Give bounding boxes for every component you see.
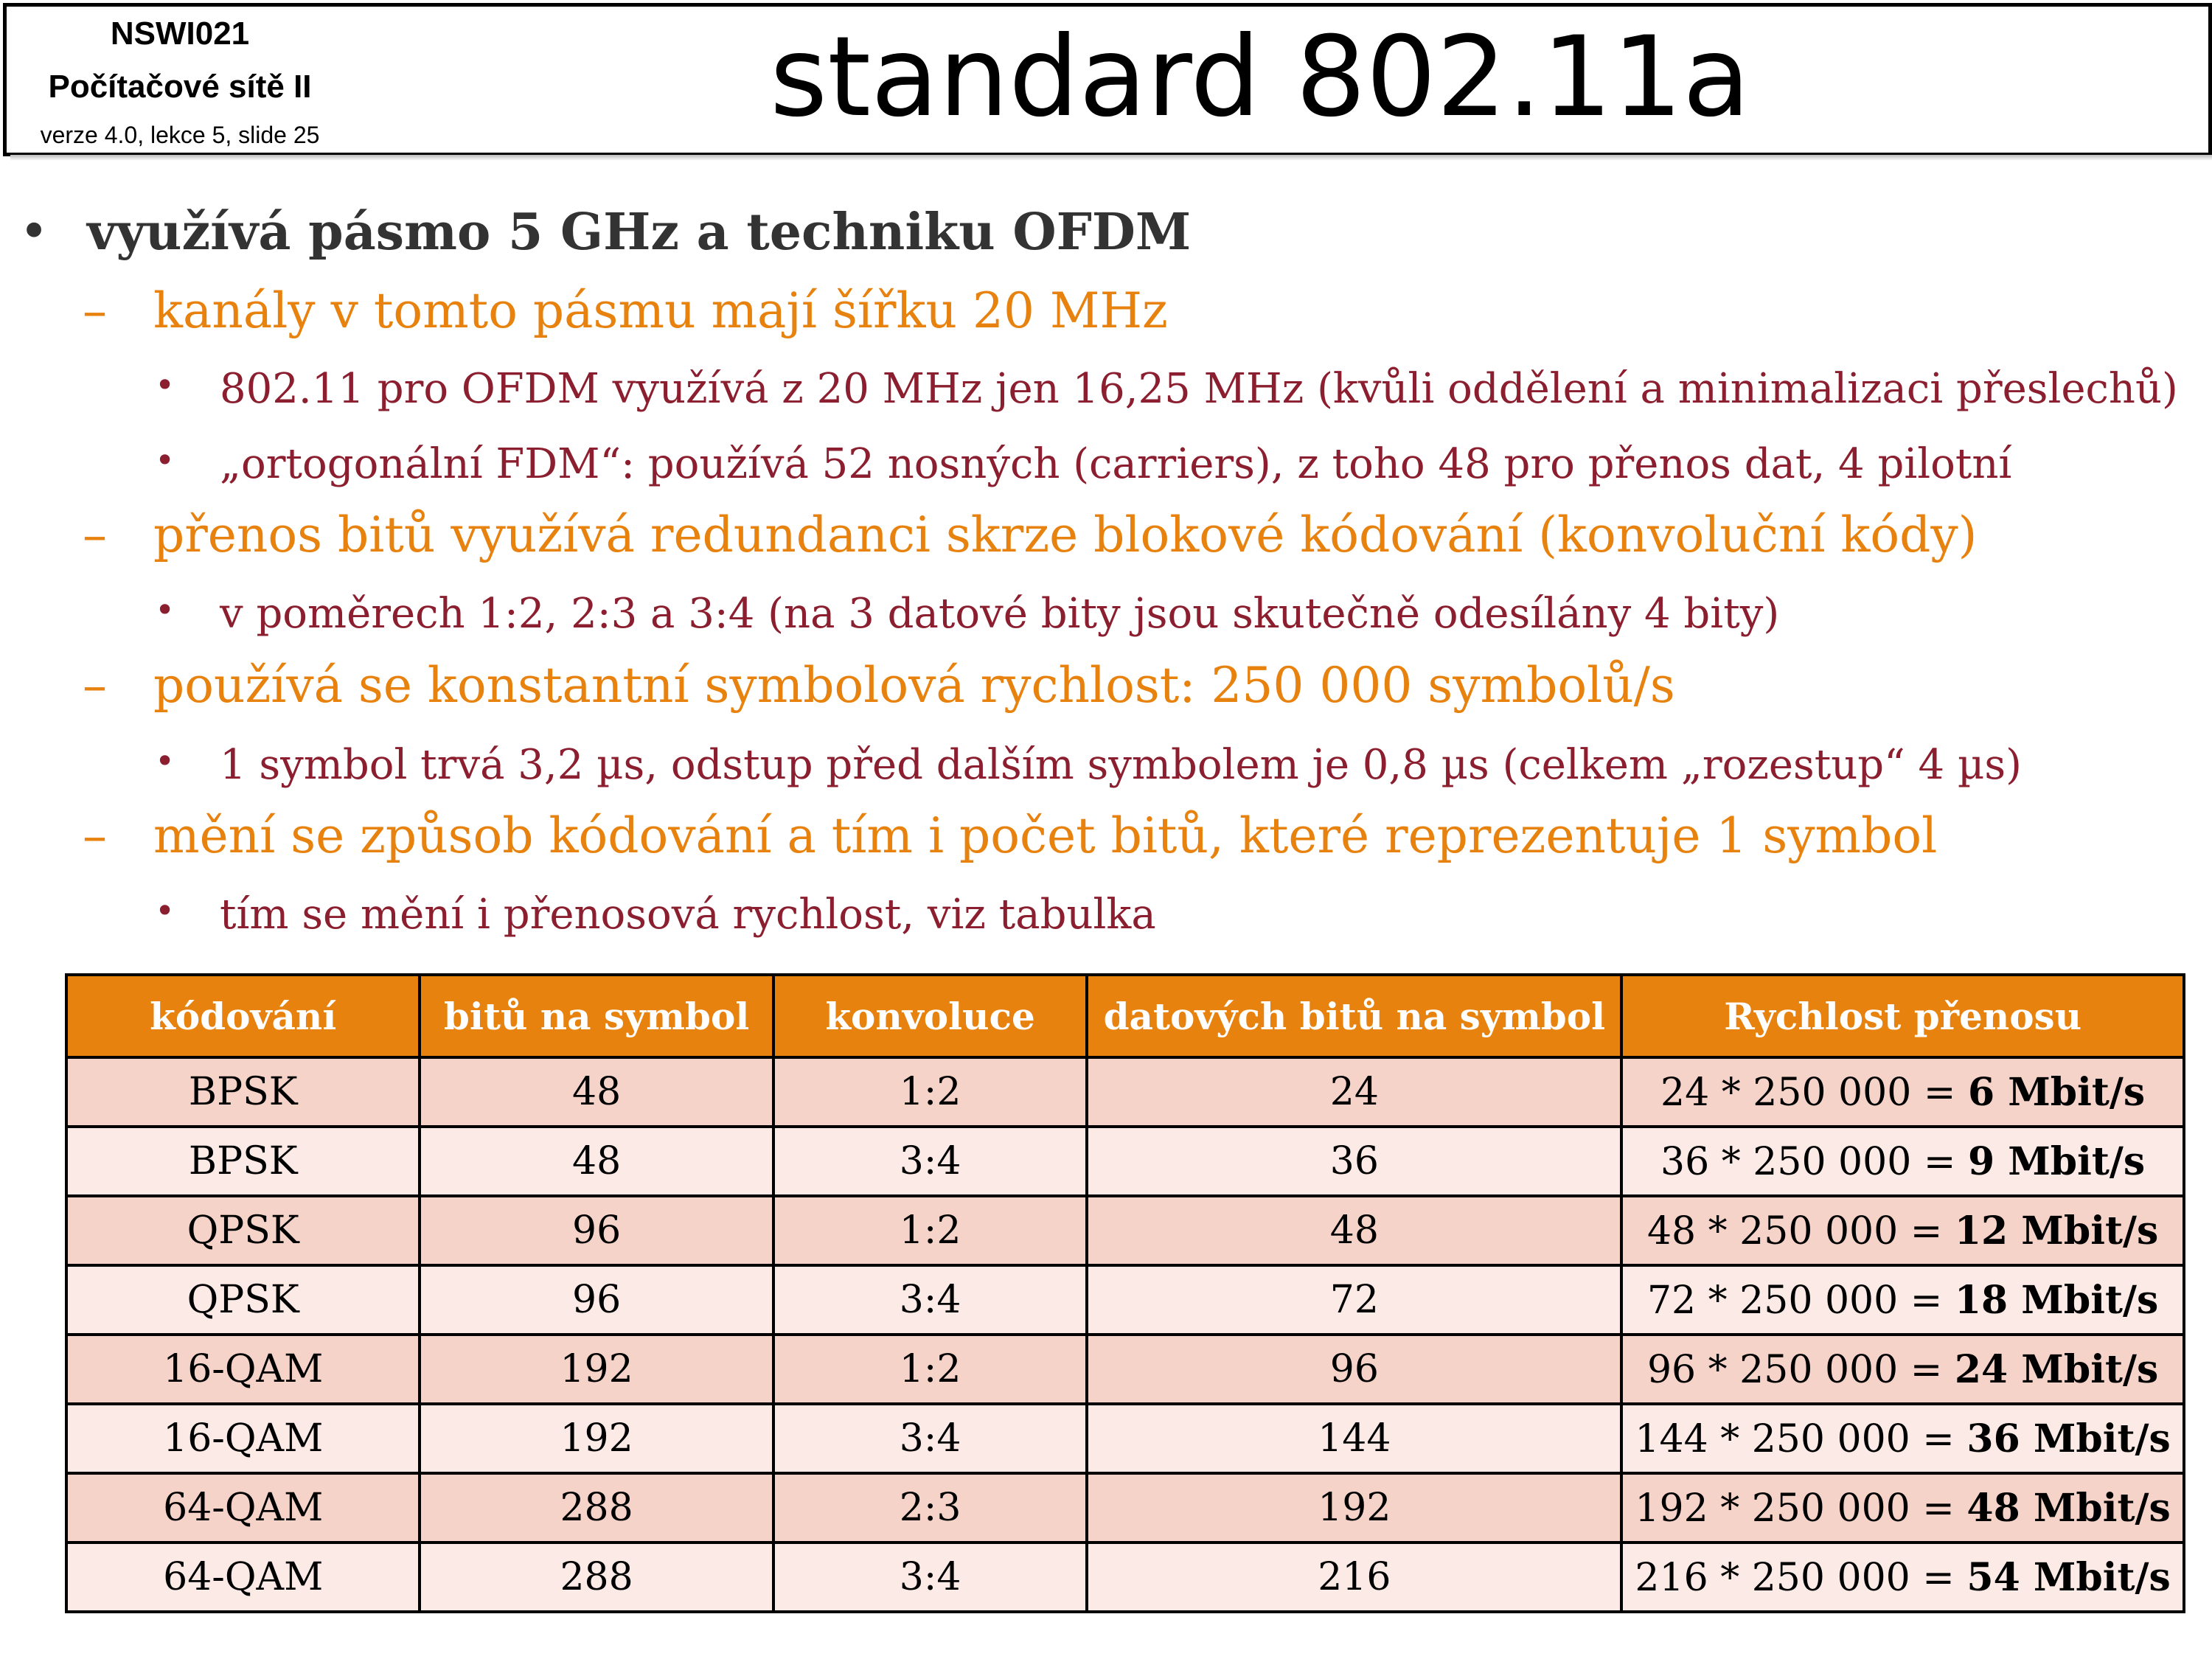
cell-rate (1621, 1265, 2184, 1335)
bullet-marker: • (155, 440, 175, 480)
cell-convolution: 1:2 (773, 1057, 1088, 1127)
col-header-bits: bitů na symbol (420, 975, 773, 1057)
rate-value: 6 Mbit/s (1967, 1069, 2146, 1115)
bullet-marker: • (155, 365, 175, 405)
bullet-level2: mění se způsob kódování a tím i počet bitů, které reprezentuje 1 symbol (153, 807, 1938, 864)
cell-bits: 48 (420, 1127, 773, 1196)
bullet-level1: využívá pásmo 5 GHz a techniku OFDM (87, 203, 1192, 262)
rate-value: 54 Mbit/s (1966, 1554, 2171, 1600)
bullet-marker: • (155, 590, 175, 630)
bullet-level2: přenos bitů využívá redundanci skrze blokové kódování (konvoluční kódy) (153, 507, 1978, 563)
bullet-level3: 802.11 pro OFDM využívá z 20 MHz jen 16,25 MHz (kvůli oddělení a minimalizaci přeslechů) (220, 365, 2178, 413)
cell-bits: 48 (420, 1057, 773, 1127)
cell-coding: 16-QAM (66, 1404, 420, 1473)
slide-version: verze 4.0, lekce 5, slide 25 (40, 122, 320, 148)
rate-calc: 48 * 250 000 = (1646, 1208, 1955, 1253)
cell-rate (1621, 1335, 2184, 1404)
cell-rate (1621, 1127, 2184, 1196)
rate-calc: 36 * 250 000 = (1660, 1139, 1968, 1184)
cell-data-bits: 48 (1087, 1196, 1621, 1265)
table-row (66, 1127, 2184, 1196)
course-code: NSWI021 (110, 15, 250, 52)
rate-value: 18 Mbit/s (1954, 1277, 2159, 1323)
bullet-marker: • (155, 891, 175, 931)
table-row (66, 1196, 2184, 1265)
dash-marker: – (83, 282, 107, 339)
cell-data-bits: 192 (1087, 1473, 1621, 1543)
dash-marker: – (83, 507, 107, 563)
cell-bits: 288 (420, 1473, 773, 1543)
cell-data-bits: 144 (1087, 1404, 1621, 1473)
rate-value: 48 Mbit/s (1966, 1485, 2171, 1531)
cell-data-bits: 216 (1087, 1543, 1621, 1612)
rate-calc: 72 * 250 000 = (1646, 1278, 1955, 1323)
cell-coding: BPSK (66, 1057, 420, 1127)
rate-calc: 216 * 250 000 = (1635, 1555, 1967, 1600)
cell-convolution: 3:4 (773, 1543, 1088, 1612)
cell-convolution: 1:2 (773, 1196, 1088, 1265)
dash-marker: – (83, 807, 107, 864)
table-row (66, 1335, 2184, 1404)
col-header-data-bits: datových bitů na symbol (1087, 975, 1621, 1057)
cell-coding: 64-QAM (66, 1473, 420, 1543)
cell-data-bits: 24 (1087, 1057, 1621, 1127)
table-row (66, 1265, 2184, 1335)
course-name: Počítačové sítě II (48, 69, 312, 105)
cell-coding: QPSK (66, 1265, 420, 1335)
bullet-level3: 1 symbol trvá 3,2 µs, odstup před dalším symbolem je 0,8 µs (celkem „rozestup“ 4 µs) (220, 741, 2022, 789)
cell-bits: 288 (420, 1543, 773, 1612)
table-row (66, 1543, 2184, 1612)
cell-rate (1621, 1196, 2184, 1265)
col-header-coding: kódování (66, 975, 420, 1057)
cell-convolution: 2:3 (773, 1473, 1088, 1543)
header-shadow (10, 155, 2212, 161)
col-header-convolution: konvoluce (773, 975, 1088, 1057)
cell-coding: 16-QAM (66, 1335, 420, 1404)
cell-coding: 64-QAM (66, 1543, 420, 1612)
slide-header (3, 3, 2212, 156)
cell-bits: 192 (420, 1404, 773, 1473)
cell-bits: 96 (420, 1196, 773, 1265)
rate-calc: 144 * 250 000 = (1635, 1416, 1967, 1461)
table-header-row (66, 975, 2184, 1057)
slide-title: standard 802.11a (770, 13, 1750, 142)
cell-data-bits: 72 (1087, 1265, 1621, 1335)
cell-rate (1621, 1473, 2184, 1543)
cell-bits: 192 (420, 1335, 773, 1404)
bullet-marker: • (155, 741, 175, 781)
table-row (66, 1057, 2184, 1127)
rate-calc: 96 * 250 000 = (1646, 1347, 1955, 1392)
cell-rate (1621, 1057, 2184, 1127)
rate-value: 36 Mbit/s (1966, 1416, 2171, 1461)
dash-marker: – (83, 657, 107, 714)
cell-convolution: 3:4 (773, 1404, 1088, 1473)
bullet-level3: „ortogonální FDM“: používá 52 nosných (carriers), z toho 48 pro přenos dat, 4 pilotní (220, 440, 2012, 488)
cell-rate (1621, 1404, 2184, 1473)
cell-bits: 96 (420, 1265, 773, 1335)
cell-data-bits: 96 (1087, 1335, 1621, 1404)
cell-data-bits: 36 (1087, 1127, 1621, 1196)
bullet-level2: kanály v tomto pásmu mají šířku 20 MHz (153, 282, 1168, 339)
table-row (66, 1473, 2184, 1543)
rate-value: 9 Mbit/s (1967, 1138, 2146, 1184)
cell-convolution: 1:2 (773, 1335, 1088, 1404)
bullet-marker: • (19, 203, 49, 261)
rate-calc: 192 * 250 000 = (1635, 1486, 1967, 1531)
bullet-level2: používá se konstantní symbolová rychlost: 250 000 symbolů/s (153, 657, 1675, 714)
course-info (7, 7, 353, 153)
cell-coding: QPSK (66, 1196, 420, 1265)
rate-calc: 24 * 250 000 = (1660, 1070, 1968, 1115)
cell-coding: BPSK (66, 1127, 420, 1196)
bullet-level3: v poměrech 1:2, 2:3 a 3:4 (na 3 datové bity jsou skutečně odesílány 4 bity) (220, 590, 1780, 638)
cell-convolution: 3:4 (773, 1265, 1088, 1335)
cell-rate (1621, 1543, 2184, 1612)
rate-value: 12 Mbit/s (1954, 1208, 2159, 1253)
col-header-rate: Rychlost přenosu (1621, 975, 2184, 1057)
bullet-level3: tím se mění i přenosová rychlost, viz tabulka (220, 891, 1156, 939)
table-row (66, 1404, 2184, 1473)
cell-convolution: 3:4 (773, 1127, 1088, 1196)
rates-table (65, 973, 2185, 1613)
rate-value: 24 Mbit/s (1954, 1346, 2159, 1392)
